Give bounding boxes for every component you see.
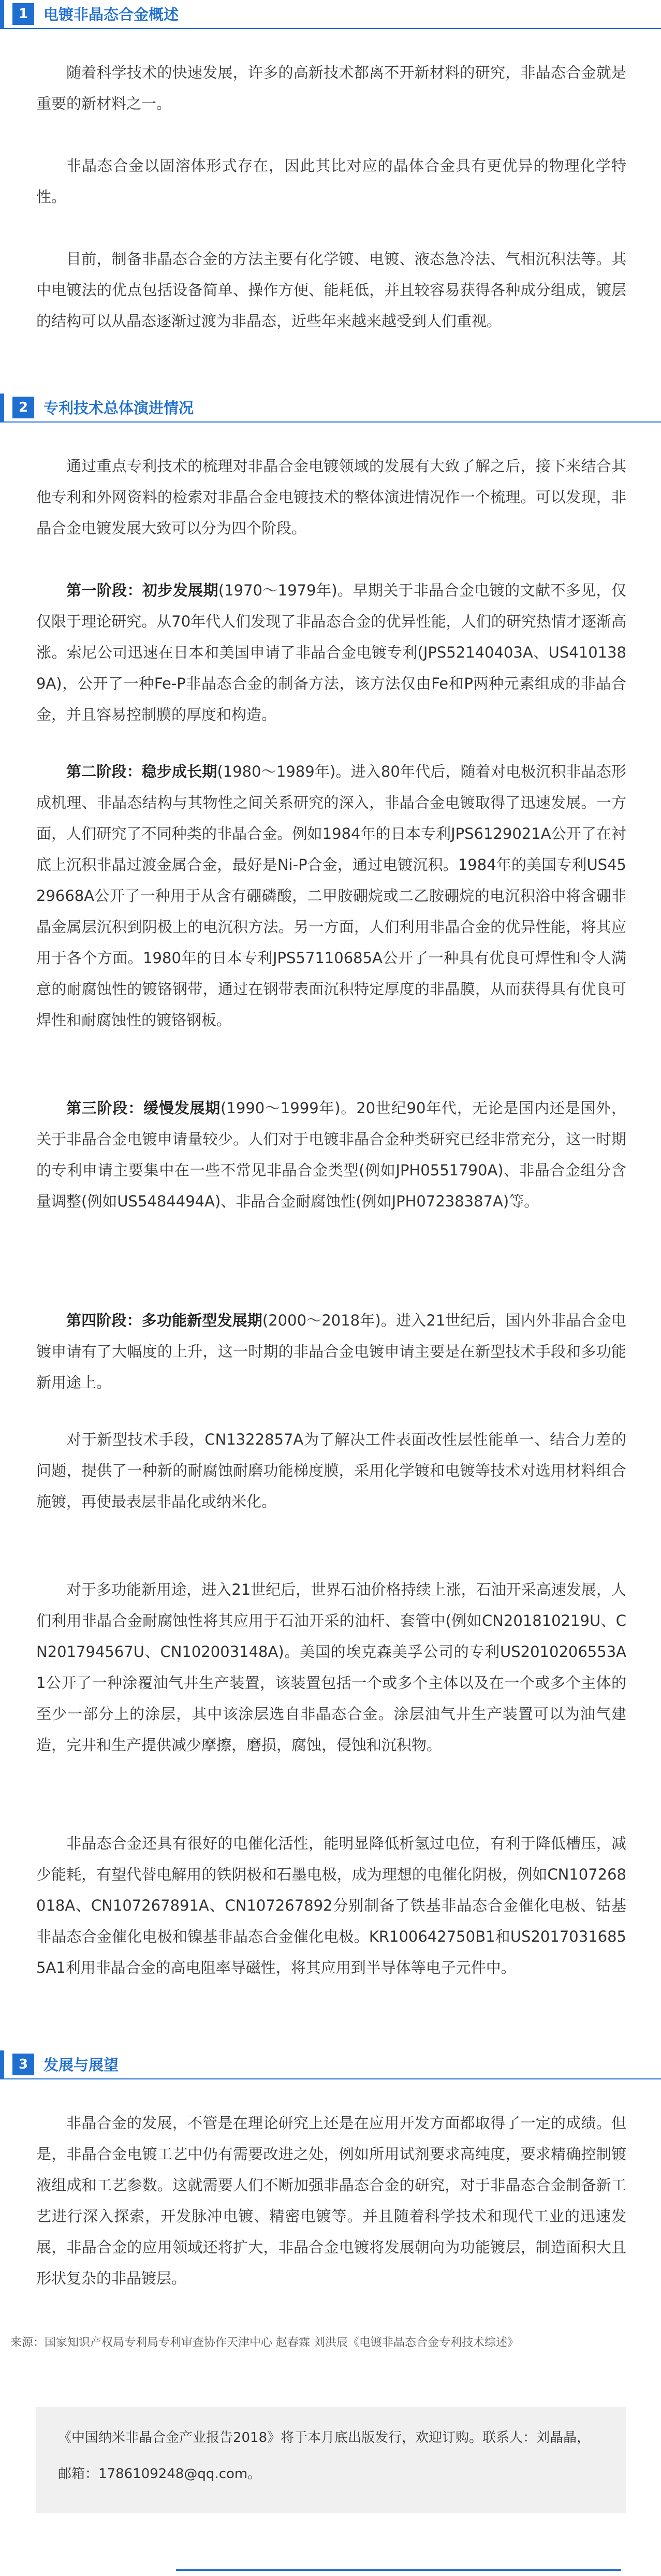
stage-text: (1970～1979年)。早期关于非晶合金电镀的文献不多见，仅仅限于理论研究。从70年代人们发现了非晶态合金的优异性能，人们的研究热情才逐渐高涨。索尼公司迅速在日本和美国申请了非晶合金电镀专利(JPS52140403A、US4101389A)，公开了一种Fe-P非晶态合金的制备方法，该方法仅由Fe和P两种元素组成的非晶合金，并且容易控制膜的厚度和构造。 xyxy=(36,581,626,723)
section-title: 专利技术总体演进情况 xyxy=(43,399,194,417)
paragraph: 对于多功能新用途，进入21世纪后，世界石油价格持续上涨，石油开采高速发展，人们利用非晶合金耐腐蚀性将其应用于石油开采的油杆、套管中(例如CN201810219U、CN201794567U、CN102003148A)。美国的埃克森美孚公司的专利US2010206553A1公开了一种涂覆油气井生产装置，该装置包括一个或多个主体以及在一个或多个主体的至少一部分上的涂层，其中该涂层选自非晶态合金。涂层油气井生产装置可以为油气建造，完井和生产提供减少摩擦，磨损，腐蚀，侵蚀和沉积物。 xyxy=(36,1581,626,1754)
header-accent-bar xyxy=(0,0,4,29)
section-header-evolution xyxy=(0,394,661,423)
stage-text: (1980～1989年)。进入80年代后，随着对电极沉积非晶态形成机理、非晶态结构与其物性之间关系研究的深入，非晶合金电镀取得了迅速发展。一方面，人们研究了不同种类的非晶合金。例如1984年的日本专利JPS6129021A公开了在衬底上沉积非晶过渡金属合金，最好是Ni-P合金，通过电镀沉积。1984年的美国专利US4529668A公开了一种用于从含有硼磷酸，二甲胺硼烷或二乙胺硼烷的电沉积浴中将含硼非晶金属层沉积到阴极上的电沉积方法。另一方面，人们利用非晶合金的优异性能，将其应用于各个方面。1980年的日本专利JPS57110685A公开了一种具有优良可焊性和令人满意的耐腐蚀性的镀铬钢带，通过在钢带表面沉积特定厚度的非晶膜，从而获得具有优良可焊性和耐腐蚀性的镀铬钢板。 xyxy=(36,763,626,1029)
section-header-overview xyxy=(0,0,661,29)
stage-label: 第一阶段：初步发展期 xyxy=(66,581,218,599)
section-number: 2 xyxy=(12,397,34,418)
paragraph: 对于新型技术手段，CN1322857A为了解决工件表面改性层性能单一、结合力差的问题，提供了一种新的耐腐蚀耐磨功能梯度膜，采用化学镀和电镀等技术对选用材料组合施镀，再使最表层非晶化或纳米化。 xyxy=(36,1431,626,1510)
notice-box xyxy=(36,2407,626,2513)
footer-divider xyxy=(176,2569,621,2571)
header-underline xyxy=(0,28,661,29)
stage-paragraph xyxy=(36,756,626,1036)
paragraph: 通过重点专利技术的梳理对非晶合金电镀领域的发展有大致了解之后，接下来结合其他专利和外网资料的检索对非晶合金电镀技术的整体演进情况作一个梳理。可以发现，非晶合金电镀发展大致可以分为四个阶段。 xyxy=(36,457,626,537)
section-number: 3 xyxy=(12,2054,34,2075)
section-title: 电镀非晶态合金概述 xyxy=(43,6,179,23)
section-number: 1 xyxy=(12,3,34,25)
stage-text: (1990～1999年)。20世纪90年代，无论是国内还是国外，关于非晶合金电镀申请量较少。人们对于电镀非晶合金种类研究已经非常充分，这一时期的专利申请主要集中在一些不常见非晶合金类型(例如JPH0551790A)、非晶合金组分含量调整(例如US5484494A)、非晶合金耐腐蚀性(例如JPH07238387A)等。 xyxy=(36,1099,626,1210)
notice-line: 《中国纳米非晶合金产业报告2018》将于本月底出版发行，欢迎订购。联系人：刘晶晶， xyxy=(58,2430,591,2446)
stage-text: (2000～2018年)。进入21世纪后，国内外非晶合金电镀申请有了大幅度的上升，这一时期的非晶合金电镀申请主要是在新型技术手段和多功能新用途上。 xyxy=(36,1312,626,1391)
stage-label: 第四阶段：多功能新型发展期 xyxy=(66,1312,262,1329)
header-accent-bar xyxy=(0,2050,4,2079)
paragraph: 目前，制备非晶态合金的方法主要有化学镀、电镀、液态急冷法、气相沉积法等。其中电镀法的优点包括设备简单、操作方便、能耗低，并且较容易获得各种成分组成，镀层的结构可以从晶态逐渐过渡为非晶态，近些年来越来越受到人们重视。 xyxy=(36,250,626,330)
stage-paragraph xyxy=(36,1305,626,1398)
paragraph: 非晶态合金还具有很好的电催化活性，能明显降低析氢过电位，有利于降低槽压，减少能耗，有望代替电解用的铁阴极和石墨电极，成为理想的电催化阴极，例如CN107268018A、CN107267891A、CN107267892分别制备了铁基非晶态合金催化电极、钴基非晶态合金催化电极和镍基非晶态合金催化电极。KR100642750B1和US20170316855A1利用非晶合金的高电阻率导磁性，将其应用到半导体等电子元件中。 xyxy=(36,1835,626,1976)
source-citation: 来源：国家知识产权局专利局专利审查协作天津中心 赵春霖 刘洪辰《电镀非晶态合金专利技术综述》 xyxy=(10,2336,519,2349)
header-accent-bar xyxy=(0,394,4,423)
stage-label: 第三阶段：缓慢发展期 xyxy=(66,1099,221,1117)
section-header-outlook xyxy=(0,2050,661,2079)
paragraph: 非晶态合金以固溶体形式存在，因此其比对应的晶体合金具有更优异的物理化学特性。 xyxy=(36,157,626,206)
stage-label: 第二阶段：稳步成长期 xyxy=(66,763,217,780)
stage-paragraph xyxy=(36,1093,626,1217)
paragraph: 随着科学技术的快速发展，许多的高新技术都离不开新材料的研究，非晶态合金就是重要的新材料之一。 xyxy=(36,64,626,112)
paragraph: 非晶合金的发展，不管是在理论研究上还是在应用开发方面都取得了一定的成绩。但是，非晶合金电镀工艺中仍有需要改进之处，例如所用试剂要求高纯度，要求精确控制镀液组成和工艺参数。这就需要人们不断加强非晶态合金的研究，对于非晶态合金制备新工艺进行深入探索，开发脉冲电镀、精密电镀等。并且随着科学技术和现代工业的迅速发展，非晶合金的应用领域还将扩大，非晶合金电镀将发展朝向为功能镀层，制造面积大且形状复杂的非晶镀层。 xyxy=(36,2114,626,2287)
stage-paragraph xyxy=(36,575,626,730)
header-underline xyxy=(0,421,661,423)
header-underline xyxy=(0,2078,661,2079)
notice-email[interactable]: 邮箱：1786109248@qq.com。 xyxy=(58,2466,261,2482)
section-title: 发展与展望 xyxy=(43,2056,119,2074)
